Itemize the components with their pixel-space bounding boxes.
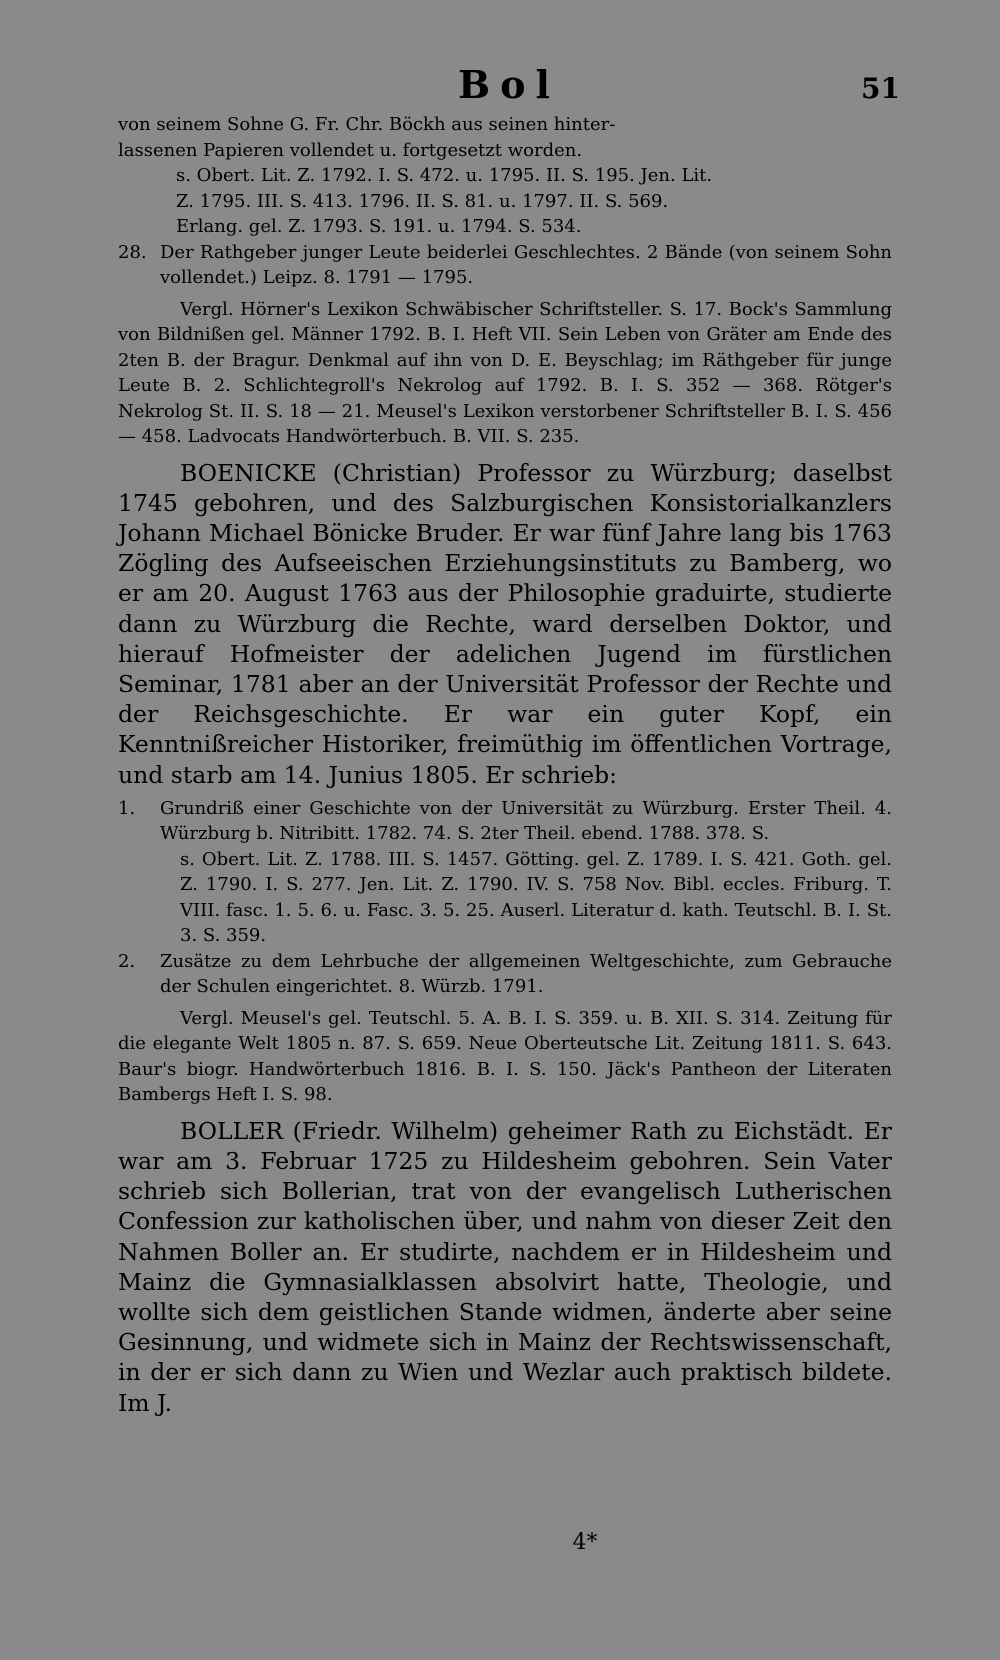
item-text: Zusätze zu dem Lehrbuche der allgemeinen Weltgeschichte, zum Gebrauche der Schulen eingerichtet. 8. Würzb. 1791. [160, 950, 892, 998]
page-number: 51 [861, 72, 900, 105]
see-also-paragraph: Vergl. Meusel's gel. Teutschl. 5. A. B. I. S. 359. u. B. XII. S. 314. Zeitung für die elegante Welt 1805 n. 87. S. 659. Neue Oberteutsche Lit. Zeitung 1811. S. 643. Baur's biogr. Handwörterbuch 1816. B. I. S. 150. Jäck's Pantheon der Literaten Bambergs Heft I. S. 98. [118, 1007, 892, 1106]
running-head: Bol [458, 62, 560, 107]
work-item-2 [118, 949, 892, 1000]
item-number: 28. [118, 241, 147, 263]
signature-mark: 4* [572, 1530, 598, 1555]
text-line: lassenen Papieren vollendet u. fortgesetzt worden. [118, 139, 583, 161]
work-item-1 [118, 796, 892, 847]
entry-bock-continuation [118, 112, 892, 450]
item-number: 1. [118, 797, 136, 819]
page-header [118, 62, 900, 110]
entry-boller [118, 1116, 892, 1418]
see-also-paragraph: Vergl. Hörner's Lexikon Schwäbischer Schriftsteller. S. 17. Bock's Sammlung von Bildnißen gel. Männer 1792. B. I. Heft VII. Sein Leben von Gräter am Ende des 2ten B. der Bragur. Denkmal auf ihn von D. E. Beyschlag; im Räthgeber für junge Leute B. 2. Schlichtegroll's Nekrolog auf 1792. B. I. S. 352 — 368. Rötger's Nekrolog St. II. S. 18 — 21. Meusel's Lexikon verstorbener Schriftsteller B. I. S. 456 — 458. Ladvocats Handwörterbuch. B. VII. S. 235. [118, 298, 892, 447]
reference-line: Erlang. gel. Z. 1793. S. 191. u. 1794. S. 534. [176, 216, 582, 237]
entry-paragraph: BOENICKE (Christian) Professor zu Würzburg; daselbst 1745 gebohren, und des Salzburgischen Konsistorialkanzlers Johann Michael Bönicke Bruder. Er war fünf Jahre lang bis 1763 Zögling des Aufseeischen Erziehungsinstituts zu Bamberg, wo er am 20. August 1763 aus der Philosophie graduirte, studierte dann zu Würzburg die Rechte, ward derselben Doktor, und hierauf Hofmeister der adelichen Jugend im fürstlichen Seminar, 1781 aber an der Universität Professor der Rechte und der Reichsgeschichte. Er war ein guter Kopf, ein Kenntnißreicher Historiker, freimüthig im öffentlichen Vortrage, und starb am 14. Junius 1805. Er schrieb: [118, 458, 892, 789]
text-line: von seinem Sohne G. Fr. Chr. Böckh aus seinen hinter- [118, 114, 616, 135]
item-text: Der Rathgeber junger Leute beiderlei Geschlechtes. 2 Bände (von seinem Sohn vollendet.) Leipz. 8. 1791 — 1795. [160, 241, 892, 288]
reference-line: Z. 1795. III. S. 413. 1796. II. S. 81. u. 1797. II. S. 569. [176, 190, 669, 212]
reference-paragraph: s. Obert. Lit. Z. 1788. III. S. 1457. Götting. gel. Z. 1789. I. S. 421. Goth. gel. Z. 1790. I. S. 277. Jen. Lit. Z. 1790. IV. S. 758 Nov. Bibl. eccles. Friburg. T. VIII. fasc. 1. 5. 6. u. Fasc. 3. 5. 25. Auserl. Literatur d. kath. Teutschl. B. I. St. 3. S. 359. [180, 848, 892, 947]
work-item-28 [118, 240, 892, 291]
item-number: 2. [118, 950, 136, 972]
item-text: Grundriß einer Geschichte von der Universität zu Würzburg. Erster Theil. 4. Würzburg b. Nitribitt. 1782. 74. S. 2ter Theil. ebend. 1788. 378. S. [160, 797, 892, 845]
reference-line: s. Obert. Lit. Z. 1792. I. S. 472. u. 1795. II. S. 195. Jen. Lit. [176, 165, 713, 186]
page-content [118, 112, 892, 1418]
entry-boenicke [118, 458, 892, 1108]
entry-paragraph: BOLLER (Friedr. Wilhelm) geheimer Rath zu Eichstädt. Er war am 3. Februar 1725 zu Hildesheim gebohren. Sein Vater schrieb sich Bollerian, trat von der evangelisch Lutherischen Confession zur katholischen über, und nahm von dieser Zeit den Nahmen Boller an. Er studirte, nachdem er in Hildesheim und Mainz die Gymnasialklassen absolvirt hatte, Theologie, und wollte sich dem geistlichen Stande widmen, änderte aber seine Gesinnung, und widmete sich in Mainz der Rechtswissenschaft, in der er sich dann zu Wien und Wezlar auch praktisch bildete. Im J. [118, 1116, 892, 1417]
